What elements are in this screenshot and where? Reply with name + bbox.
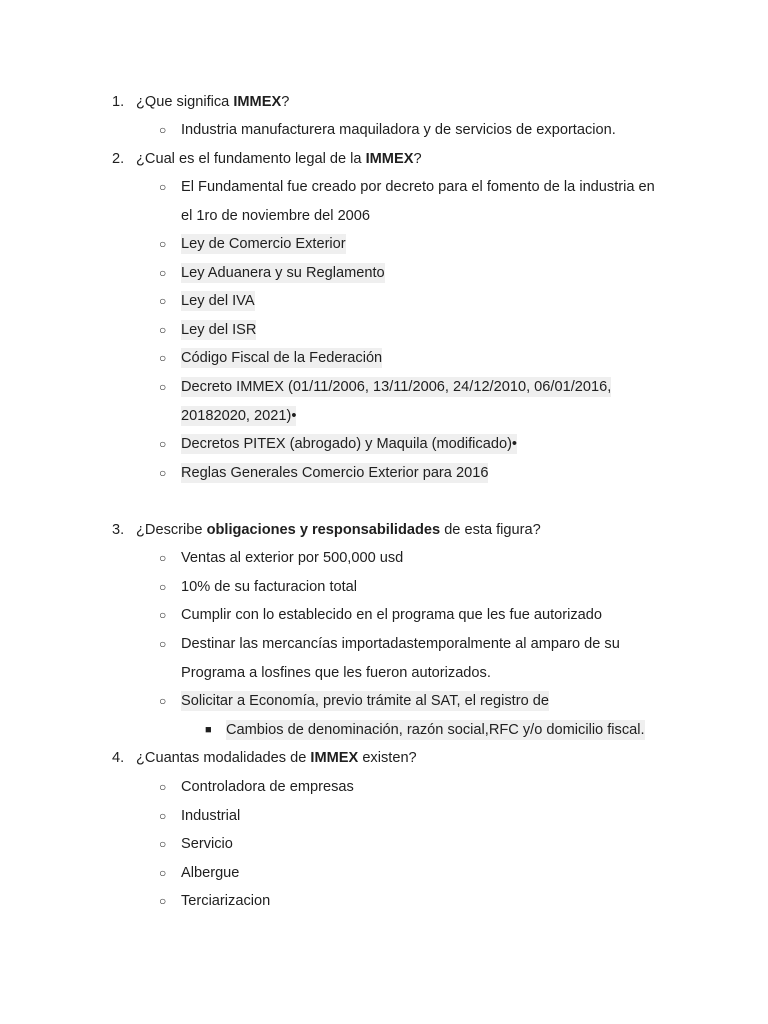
question-text-pre: ¿Que significa: [136, 94, 234, 110]
hollow-circle-bullet-icon: ○: [159, 294, 167, 308]
hollow-circle-bullet-icon: ○: [159, 380, 167, 394]
hollow-circle-bullet-icon: ○: [159, 466, 167, 480]
answer-text: Cumplir con lo establecido en el programa que les fue autorizado: [181, 607, 603, 623]
hollow-circle-bullet-icon: ○: [159, 180, 167, 194]
answer-text: Reglas Generales Comercio Exterior para 2016: [181, 465, 489, 481]
hollow-circle-bullet-icon: ○: [159, 837, 167, 851]
question-text: [136, 92, 289, 112]
hollow-circle-bullet-icon: ○: [159, 123, 167, 137]
hollow-circle-bullet-icon: ○: [159, 637, 167, 651]
question-keyword: IMMEX: [310, 750, 359, 766]
question-number: 3.: [112, 522, 125, 538]
answer-text: Ley del ISR: [181, 322, 257, 338]
question-keyword: IMMEX: [365, 151, 414, 167]
hollow-circle-bullet-icon: ○: [159, 694, 167, 708]
question-text-pre: ¿Cuantas modalidades de: [136, 750, 311, 766]
question-number: 1.: [112, 94, 125, 110]
answer-text-continuation: el 1ro de noviembre del 2006: [181, 208, 371, 224]
question-text-post: existen?: [358, 750, 417, 766]
question-text: [136, 149, 422, 169]
question-text-post: de esta figura?: [440, 522, 541, 538]
question-keyword: IMMEX: [233, 94, 282, 110]
hollow-circle-bullet-icon: ○: [159, 580, 167, 594]
answer-text: El Fundamental fue creado por decreto para el fomento de la industria en: [181, 179, 655, 195]
answer-text: Industria manufacturera maquiladora y de servicios de exportacion.: [181, 122, 616, 138]
answer-text: 10% de su facturacion total: [181, 579, 358, 595]
answer-text: Ley Aduanera y su Reglamento: [181, 265, 385, 281]
hollow-circle-bullet-icon: ○: [159, 894, 167, 908]
hollow-circle-bullet-icon: ○: [159, 866, 167, 880]
question-text-pre: ¿Describe: [136, 522, 207, 538]
hollow-circle-bullet-icon: ○: [159, 608, 167, 622]
hollow-circle-bullet-icon: ○: [159, 437, 167, 451]
answer-text: Albergue: [181, 865, 240, 881]
answer-subtext: Cambios de denominación, razón social,RFC y/o domicilio fiscal.: [226, 722, 645, 738]
answer-text: Ley del IVA: [181, 293, 255, 309]
answer-text: Destinar las mercancías importadastemporalmente al amparo de su: [181, 636, 620, 652]
hollow-circle-bullet-icon: ○: [159, 237, 167, 251]
question-number: 2.: [112, 151, 125, 167]
hollow-circle-bullet-icon: ○: [159, 780, 167, 794]
answer-text: Industrial: [181, 808, 241, 824]
answer-text: Solicitar a Economía, previo trámite al SAT, el registro de: [181, 693, 549, 709]
answer-text: Decretos PITEX (abrogado) y Maquila (modificado)•: [181, 436, 518, 452]
answer-text: Controladora de empresas: [181, 779, 354, 795]
hollow-circle-bullet-icon: ○: [159, 351, 167, 365]
question-text-pre: ¿Cual es el fundamento legal de la: [136, 151, 366, 167]
hollow-circle-bullet-icon: ○: [159, 551, 167, 565]
answer-text: Ley de Comercio Exterior: [181, 236, 346, 252]
question-text: [136, 520, 541, 540]
question-text-post: ?: [281, 94, 290, 110]
question-text-post: ?: [413, 151, 422, 167]
answer-text: Servicio: [181, 836, 233, 852]
answer-text: Decreto IMMEX (01/11/2006, 13/11/2006, 24/12/2010, 06/01/2016,: [181, 379, 612, 395]
answer-text: Código Fiscal de la Federación: [181, 350, 383, 366]
square-bullet-icon: ■: [205, 724, 212, 736]
answer-text-continuation: 20182020, 2021)•: [181, 408, 297, 424]
answer-text: Terciarizacion: [181, 893, 271, 909]
hollow-circle-bullet-icon: ○: [159, 809, 167, 823]
answer-text-continuation: Programa a losfines que les fueron autorizados.: [181, 665, 491, 681]
question-number: 4.: [112, 750, 125, 766]
hollow-circle-bullet-icon: ○: [159, 323, 167, 337]
question-keyword: obligaciones y responsabilidades: [206, 522, 441, 538]
answer-text: Ventas al exterior por 500,000 usd: [181, 550, 404, 566]
hollow-circle-bullet-icon: ○: [159, 266, 167, 280]
question-text: [136, 748, 417, 768]
